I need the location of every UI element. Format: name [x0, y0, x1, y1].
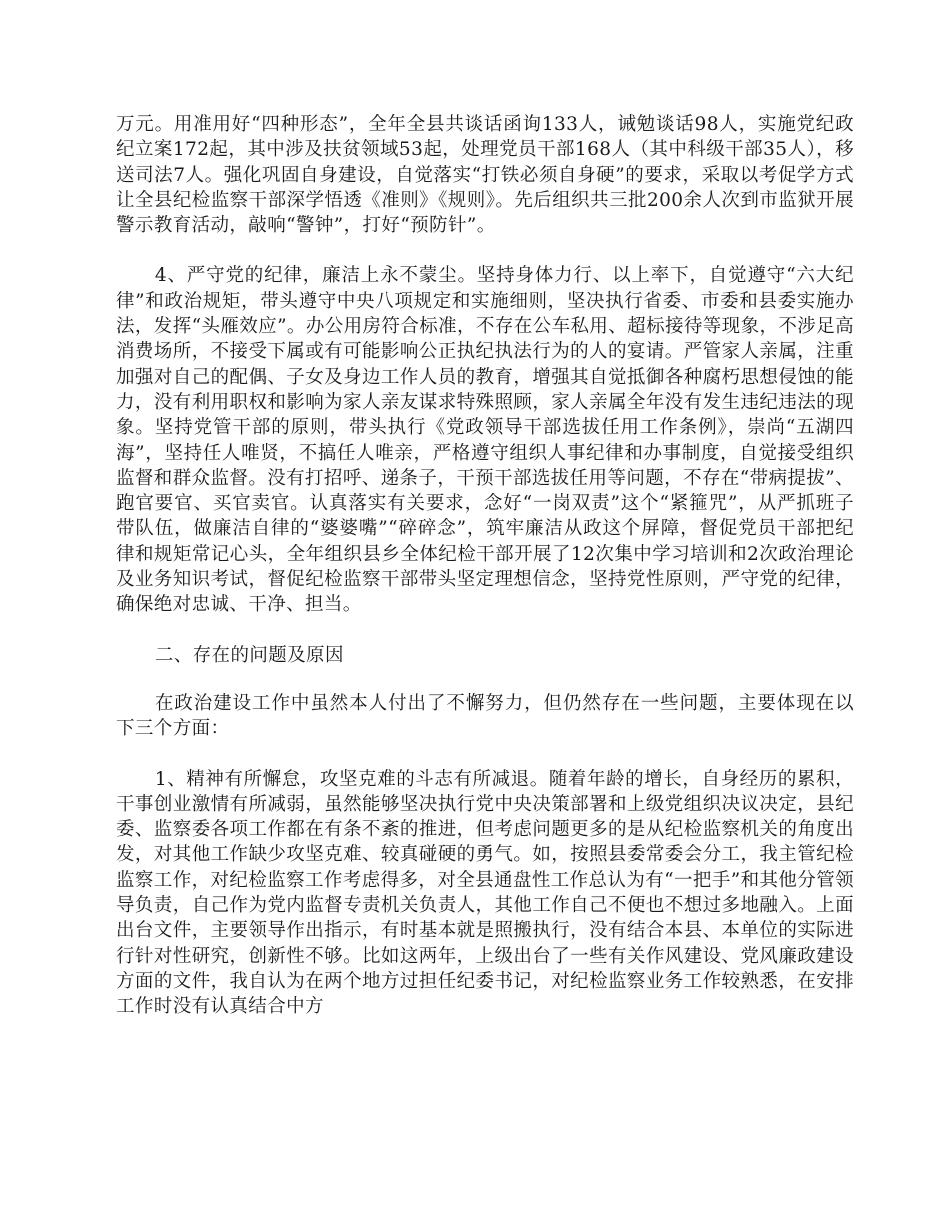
section-heading: 二、存在的问题及原因 [154, 644, 344, 666]
paragraph-continuation: 万元。用准用好“四种形态”，全年全县共谈话函询133人，诫勉谈话98人，实施党纪政纪立案172起，其中涉及扶贫领域53起，处理党员干部168人（其中科级干部35人），移送司法7人。强化巩固自身建设，自觉落实“打铁必须自身硬”的要求，采取以考促学方式让全县纪检监察干部深学悟透《准则》《规则》。先后组织共三批200余人次到市监狱开展警示教育活动，敲响“警钟”，打好“预防针”。 [116, 114, 854, 237]
paragraph-problem-1: 1、精神有所懈怠，攻坚克难的斗志有所减退。随着年龄的增长，自身经历的累积，干事创业激情有所减弱，虽然能够坚决执行党中央决策部署和上级党组织决议决定，县纪委、监察委各项工作都在有条不紊的推进，但考虑问题更多的是从纪检监察机关的角度出发，对其他工作缺少攻坚克难、较真碰硬的勇气。如，按照县委常委会分工，我主管纪检监察工作，对纪检监察工作考虑得多，对全县通盘性工作总认为有“一把手”和其他分管领导负责，自己作为党内监督专责机关负责人，其他工作自己不便也不想过多地融入。上面出台文件，主要领导作出指示，有时基本就是照搬执行，没有结合本县、本单位的实际进行针对性研究，创新性不够。比如这两年，上级出台了一些有关作风建设、党风廉政建设方面的文件，我自认为在两个地方过担任纪委书记，对纪检监察业务工作较熟悉，在安排工作时没有认真结合中方 [116, 768, 854, 1018]
paragraph-discipline: 4、严守党的纪律，廉洁上永不蒙尘。坚持身体力行、以上率下，自觉遵守“六大纪律”和政治规矩，带头遵守中央八项规定和实施细则，坚决执行省委、市委和县委实施办法，发挥“头雁效应”。办公用房符合标准，不存在公车私用、超标接待等现象，不涉足高消费场所，不接受下属或有可能影响公正执纪执法行为的人的宴请。严管家人亲属，注重加强对自己的配偶、子女及身边工作人员的教育，增强其自觉抵御各种腐朽思想侵蚀的能力，没有利用职权和影响为家人亲友谋求特殊照顾，家人亲属全年没有发生违纪违法的现象。坚持党管干部的原则，带头执行《党政领导干部选拔任用工作条例》，崇尚“五湖四海”，坚持任人唯贤，不搞任人唯亲，严格遵守组织人事纪律和办事制度，自觉接受组织监督和群众监督。没有打招呼、递条子，干预干部选拔任用等问题，不存在“带病提拔”、跑官要官、买官卖官。认真落实有关要求，念好“一岗双责”这个“紧箍咒”，从严抓班子带队伍，做廉洁自律的“婆婆嘴”“碎碎念”，筑牢廉洁从政这个屏障，督促党员干部把纪律和规矩常记心头，全年组织县乡全体纪检干部开展了12次集中学习培训和2次政治理论及业务知识考试，督促纪检监察干部带头坚定理想信念，坚持党性原则，严守党的纪律，确保绝对忠诚、干净、担当。 [116, 265, 854, 616]
document-page [116, 112, 854, 1020]
paragraph-problems-intro: 在政治建设工作中虽然本人付出了不懈努力，但仍然存在一些问题，主要体现在以下三个方面： [116, 692, 854, 740]
